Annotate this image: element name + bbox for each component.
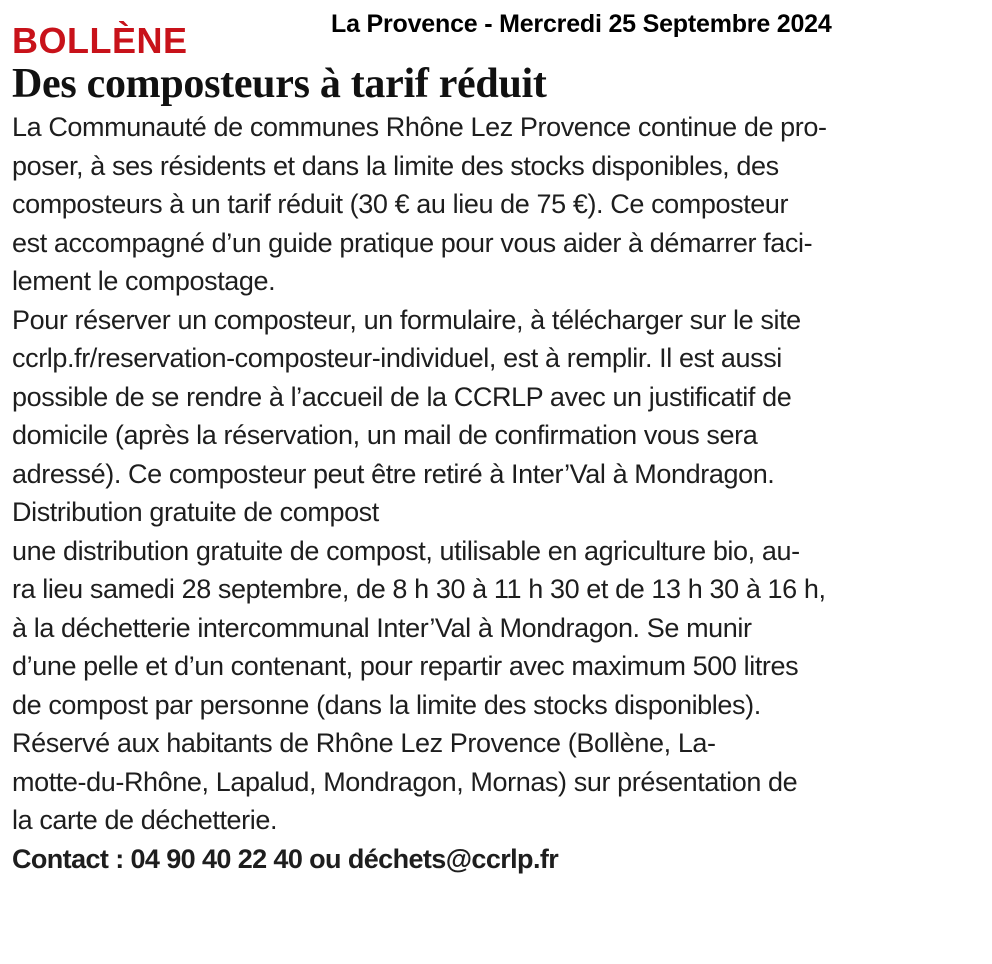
- article-line: domicile (après la réservation, un mail de confirmation vous sera: [12, 420, 758, 450]
- article-line: Pour réserver un composteur, un formulaire, à télécharger sur le site: [12, 304, 801, 335]
- article-line: Réservé aux habitants de Rhône Lez Provence (Bollène, La-: [12, 728, 716, 758]
- article-line: de compost par personne (dans la limite des stocks disponibles).: [12, 689, 761, 720]
- article-line: motte-du-Rhône, Lapalud, Mondragon, Mornas) sur présentation de: [12, 766, 798, 797]
- article-line: La Communauté de communes Rhône Lez Provence continue de pro-: [12, 112, 827, 142]
- article-line: d’une pelle et d’un contenant, pour repartir avec maximum 500 litres: [12, 651, 799, 681]
- article-body: [12, 108, 987, 878]
- article-line: possible de se rendre à l’accueil de la CCRLP avec un justificatif de: [12, 381, 792, 412]
- article-line: poser, à ses résidents et dans la limite des stocks disponibles, des: [12, 150, 779, 181]
- article-line: à la déchetterie intercommunal Inter’Val à Mondragon. Se munir: [12, 612, 752, 643]
- article-line: ra lieu samedi 28 septembre, de 8 h 30 à 11 h 30 et de 13 h 30 à 16 h,: [12, 574, 826, 604]
- contact-line: Contact : 04 90 40 22 40 ou déchets@ccrlp.fr: [12, 843, 559, 874]
- article-headline: Des composteurs à tarif réduit: [12, 61, 547, 107]
- subsection-title: Distribution gratuite de compost: [12, 497, 379, 527]
- publication-dateline: La Provence - Mercredi 25 Septembre 2024: [331, 10, 832, 38]
- article-line: est accompagné d’un guide pratique pour vous aider à démarrer faci-: [12, 227, 813, 258]
- article-line: la carte de déchetterie.: [12, 805, 278, 835]
- location-kicker: BOLLÈNE: [12, 20, 188, 61]
- article-line: une distribution gratuite de compost, utilisable en agriculture bio, au-: [12, 535, 800, 566]
- article-line: composteurs à un tarif réduit (30 € au lieu de 75 €). Ce composteur: [12, 189, 789, 219]
- article-line: adressé). Ce composteur peut être retiré à Inter’Val à Mondragon.: [12, 458, 775, 489]
- article-line: ccrlp.fr/reservation-composteur-individuel, est à remplir. Il est aussi: [12, 343, 782, 373]
- article-line: lement le compostage.: [12, 266, 276, 296]
